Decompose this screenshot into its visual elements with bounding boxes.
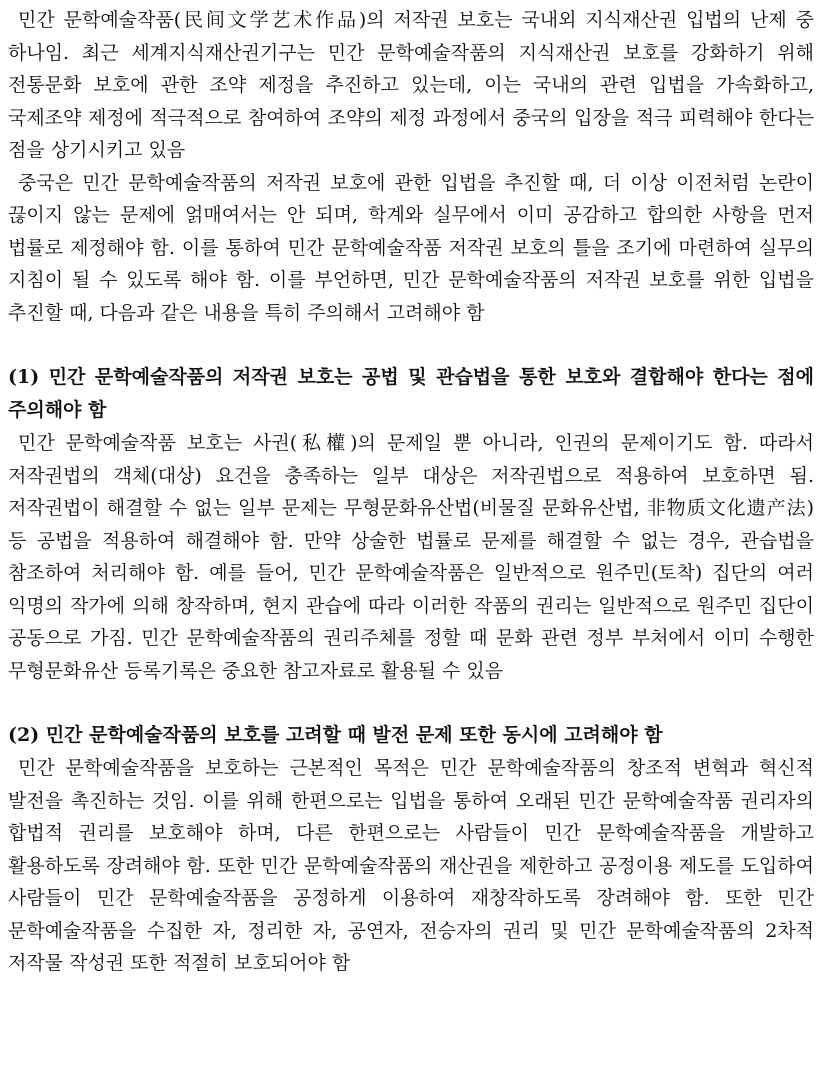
section-2-body-text: 민간 문학예술작품을 보호하는 근본적인 목적은 민간 문학예술작품의 창조적 변혁과 혁신적 발전을 촉진하는 것임. 이를 위해 한편으로는 입법을 통하여 오래된 민간 문학예술작품 권리자의 합법적 권리를 보호해야 하며, 다른 한편으로는 사람들이 민간 문학예술작품을 개발하고 활용하도록 장려해야 함. 또한 민간 문학예술작품의 재산권을 제한하고 공정이용 제도를 도입하여 사람들이 민간 문학예술작품을 공정하게 이용하여 재창작하도록 장려해야 함. 또한 민간 문학예술작품을 수집한 자, 정리한 자, 공연자, 전승자의 권리 및 민간 문학예술작품의 2차적 저작물 작성권 또한 적절히 보호되어야 함 xyxy=(8,757,814,974)
section-spacer xyxy=(8,329,814,361)
intro-paragraph-1 xyxy=(8,4,814,167)
intro-paragraph-2-text: 중국은 민간 문학예술작품의 저작권 보호에 관한 입법을 추진할 때, 더 이상 이전처럼 논란이 끊이지 않는 문제에 얽매여서는 안 되며, 학계와 실무에서 이미 공감하고 합의한 사항을 먼저 법률로 제정해야 함. 이를 통하여 민간 문학예술작품 저작권 보호의 틀을 조기에 마련하여 실무의 지침이 될 수 있도록 해야 함. 이를 부언하면, 민간 문학예술작품의 저작권 보호를 위한 입법을 추진할 때, 다음과 같은 내용을 특히 주의해서 고려해야 함 xyxy=(8,171,814,324)
intro-paragraph-1-text: 민간 문학예술작품(民间文学艺术作品)의 저작권 보호는 국내외 지식재산권 입법의 난제 중 하나임. 최근 세계지식재산권기구는 민간 문학예술작품의 지식재산권 보호를 강화하기 위해 전통문화 보호에 관한 조약 제정을 추진하고 있는데, 이는 국내의 관련 입법을 가속화하고, 국제조약 제정에 적극적으로 참여하여 조약의 제정 과정에서 중국의 입장을 적극 피력해야 한다는 점을 상기시키고 있음 xyxy=(8,9,814,161)
document-page xyxy=(8,4,814,980)
section-2-heading: (2) 민간 문학예술작품의 보호를 고려할 때 발전 문제 또한 동시에 고려해야 함 xyxy=(8,724,663,746)
section-2-body xyxy=(8,752,814,980)
intro-paragraph-2 xyxy=(8,167,814,330)
section-1-body-text: 민간 문학예술작품 보호는 사권(私權)의 문제일 뿐 아니라, 인권의 문제이기도 함. 따라서 저작권법의 객체(대상) 요건을 충족하는 일부 대상은 저작권법으로 적용하여 보호하면 됨. 저작권법이 해결할 수 없는 일부 문제는 무형문화유산법(비물질 문화유산법, 非物质文化遗产法) 등 공법을 적용하여 해결해야 함. 만약 상술한 법률로 문제를 해결할 수 없는 경우, 관습법을 참조하여 처리해야 함. 예를 들어, 민간 문학예술작품은 일반적으로 원주민(토착) 집단의 여러 익명의 작가에 의해 창작하며, 현지 관습에 따라 이러한 작품의 권리는 일반적으로 원주민 집단이 공동으로 가짐. 민간 문학예술작품의 권리주체를 정할 때 문화 관련 정부 부처에서 이미 수행한 무형문화유산 등록기록은 중요한 참고자료로 활용될 수 있음 xyxy=(8,432,814,682)
section-1-body xyxy=(8,427,814,687)
section-1-heading: (1) 민간 문학예술작품의 저작권 보호는 공법 및 관습법을 통한 보호와 결합해야 한다는 점에 주의해야 함 xyxy=(8,366,814,421)
section-spacer xyxy=(8,687,814,719)
